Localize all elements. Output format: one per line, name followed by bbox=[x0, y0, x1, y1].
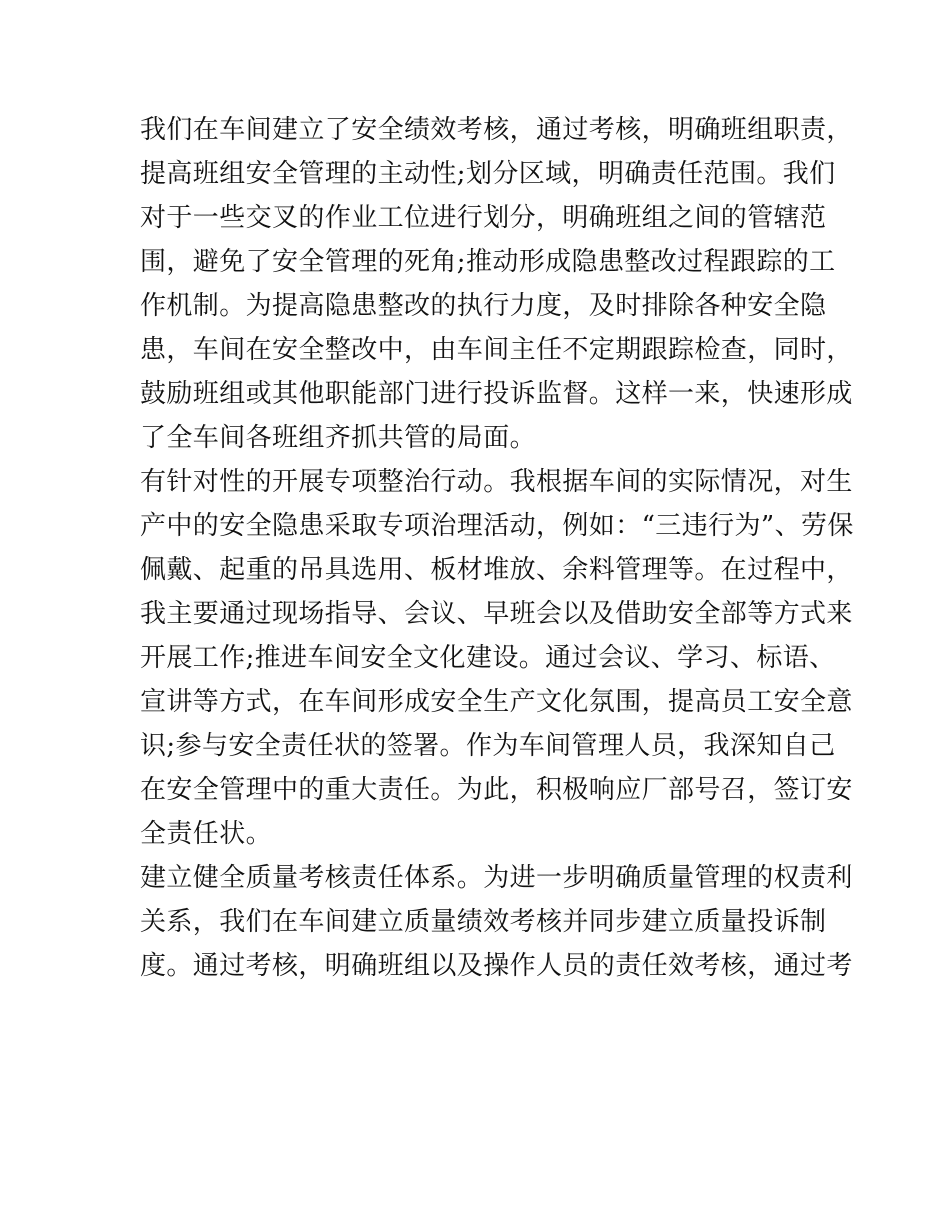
text-line: 有针对性的开展专项整治行动。我根据车间的实际情况，对生 bbox=[140, 467, 853, 497]
text-line: 产中的安全隐患采取专项治理活动，例如：“三违行为”、劳保 bbox=[140, 511, 854, 541]
text-line: 关系，我们在车间建立质量绩效考核并同步建立质量投诉制 bbox=[140, 907, 827, 937]
text-line: 识;参与安全责任状的签署。作为车间管理人员，我深知自己 bbox=[140, 731, 836, 761]
text-line: 全责任状。 bbox=[140, 819, 273, 849]
text-line: 开展工作;推进车间安全文化建设。通过会议、学习、标语、 bbox=[140, 643, 836, 673]
text-line: 对于一些交叉的作业工位进行划分，明确班组之间的管辖范 bbox=[140, 203, 827, 233]
text-line: 建立健全质量考核责任体系。为进一步明确质量管理的权责利 bbox=[140, 863, 853, 893]
text-line: 围，避免了安全管理的死角;推动形成隐患整改过程跟踪的工 bbox=[140, 247, 836, 277]
text-line: 我主要通过现场指导、会议、早班会以及借助安全部等方式来 bbox=[140, 599, 853, 629]
text-line: 了全车间各班组齐抓共管的局面。 bbox=[140, 423, 537, 453]
body-text bbox=[140, 108, 854, 988]
text-line: 作机制。为提高隐患整改的执行力度，及时排除各种安全隐 bbox=[140, 291, 827, 321]
text-line: 鼓励班组或其他职能部门进行投诉监督。这样一来，快速形成 bbox=[140, 379, 853, 409]
text-line: 在安全管理中的重大责任。为此，积极响应厂部号召，签订安 bbox=[140, 775, 853, 805]
text-line: 度。通过考核，明确班组以及操作人员的责任效考核，通过考 bbox=[140, 951, 853, 981]
text-line: 提高班组安全管理的主动性;划分区域，明确责任范围。我们 bbox=[140, 159, 836, 189]
text-line: 宣讲等方式，在车间形成安全生产文化氛围，提高员工安全意 bbox=[140, 687, 853, 717]
text-line: 患，车间在安全整改中，由车间主任不定期跟踪检查，同时， bbox=[140, 335, 853, 365]
text-line: 我们在车间建立了安全绩效考核，通过考核，明确班组职责， bbox=[140, 115, 853, 145]
text-line: 佩戴、起重的吊具选用、板材堆放、余料管理等。在过程中， bbox=[140, 555, 853, 585]
